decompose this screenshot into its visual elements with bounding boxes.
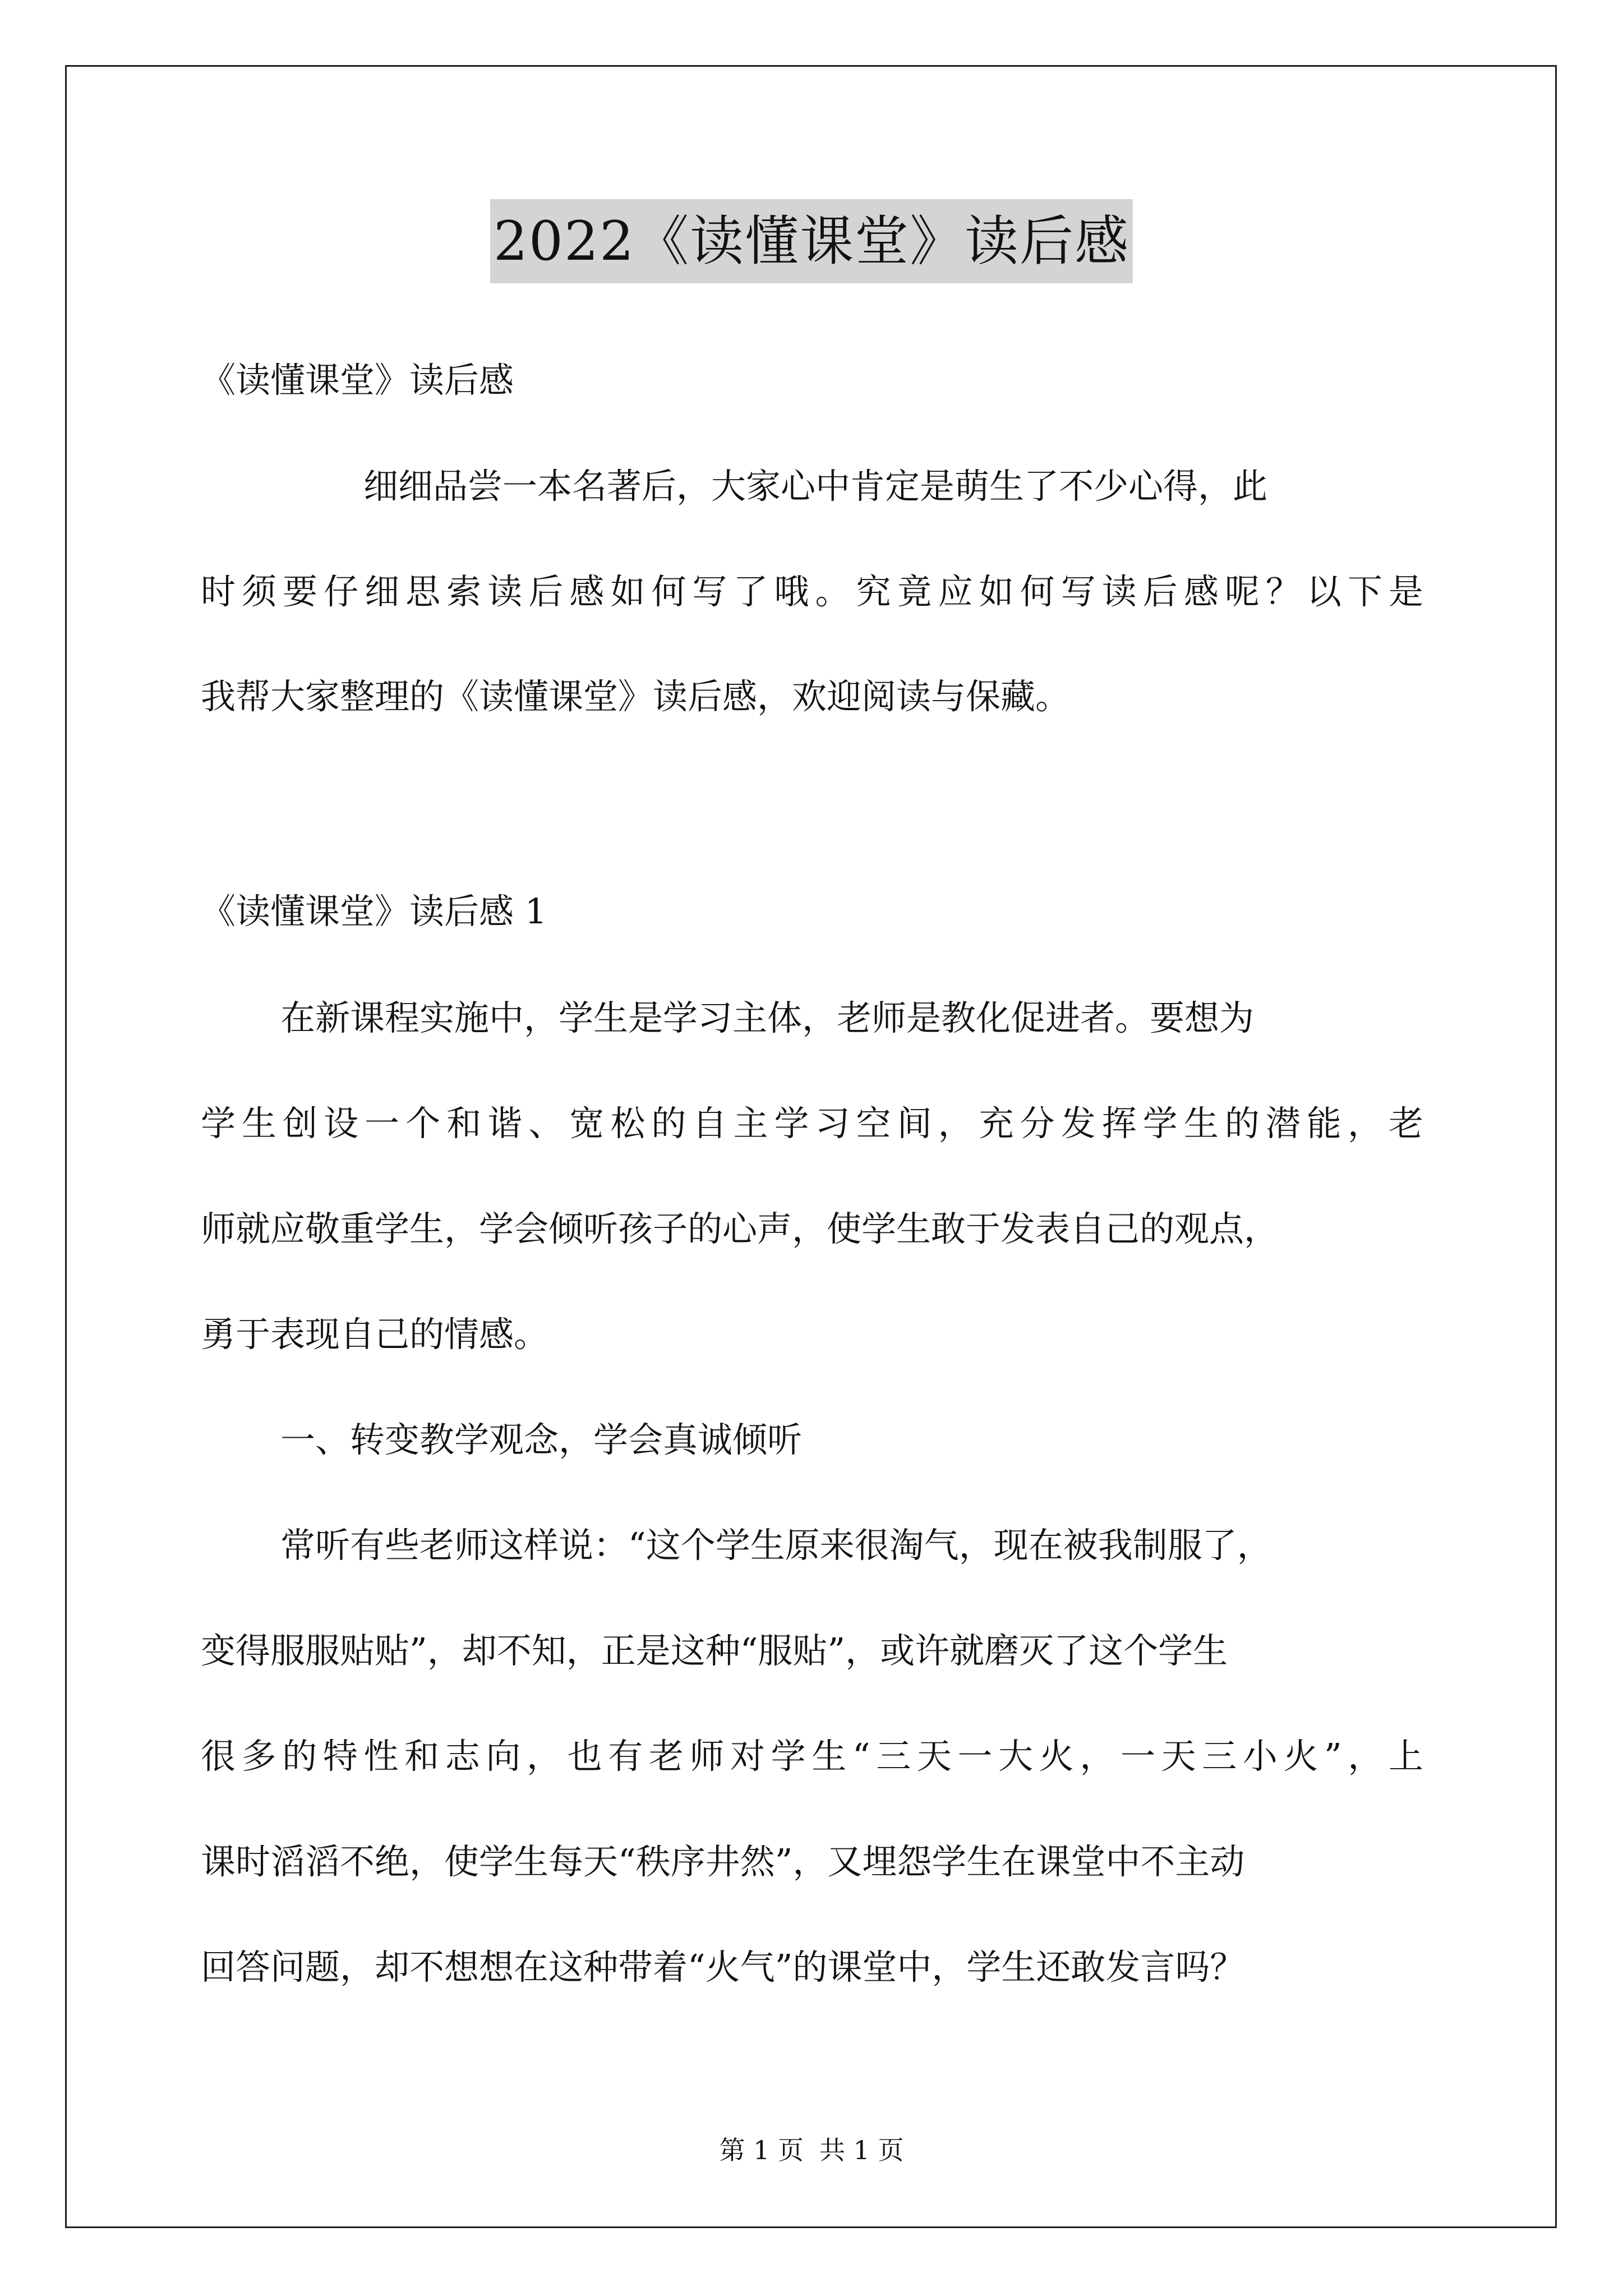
page-number: 第 1 页 [719,2135,804,2165]
text-line: 在新课程实施中，学生是学习主体，老师是教化促进者。要想为 [280,997,1255,1038]
page-footer [0,2131,1623,2170]
text-line: 我帮大家整理的《读懂课堂》读后感，欢迎阅读与保藏。 [201,676,1071,717]
section-heading: 《读懂课堂》读后感 1 [201,891,547,932]
subsection-heading: 一、转变教学观念，学会真诚倾听 [280,1419,803,1460]
text-line: 细细品尝一本名著后，大家心中肯定是萌生了不少心得，此 [363,466,1268,507]
title-container [0,199,1623,283]
text-line: 师就应敬重学生，学会倾听孩子的心声，使学生敢于发表自己的观点， [201,1208,1279,1249]
text-line: 勇于表现自己的情感。 [201,1314,549,1355]
text-line: 很多的特性和志向，也有老师对学生“三天一大火，一天三小火”，上 [201,1736,1423,1777]
text-line: 课时滔滔不绝，使学生每天“秩序井然”，又埋怨学生在课堂中不主动 [201,1841,1245,1882]
text-line: 回答问题，却不想想在这种带着“火气”的课堂中，学生还敢发言吗？ [201,1947,1245,1987]
text-line-intro-heading: 《读懂课堂》读后感 [201,360,514,401]
page-total: 共 1 页 [819,2135,904,2165]
document-title: 2022《读懂课堂》读后感 [490,199,1133,283]
text-line: 时须要仔细思索读后感如何写了哦。究竟应如何写读后感呢？以下是 [201,571,1423,612]
text-line: 常听有些老师这样说：“这个学生原来很淘气，现在被我制服了， [280,1525,1272,1566]
text-line: 变得服服贴贴”，却不知，正是这种“服贴”，或许就磨灭了这个学生 [201,1630,1228,1671]
text-line: 学生创设一个和谐、宽松的自主学习空间，充分发挥学生的潜能，老 [201,1103,1423,1144]
